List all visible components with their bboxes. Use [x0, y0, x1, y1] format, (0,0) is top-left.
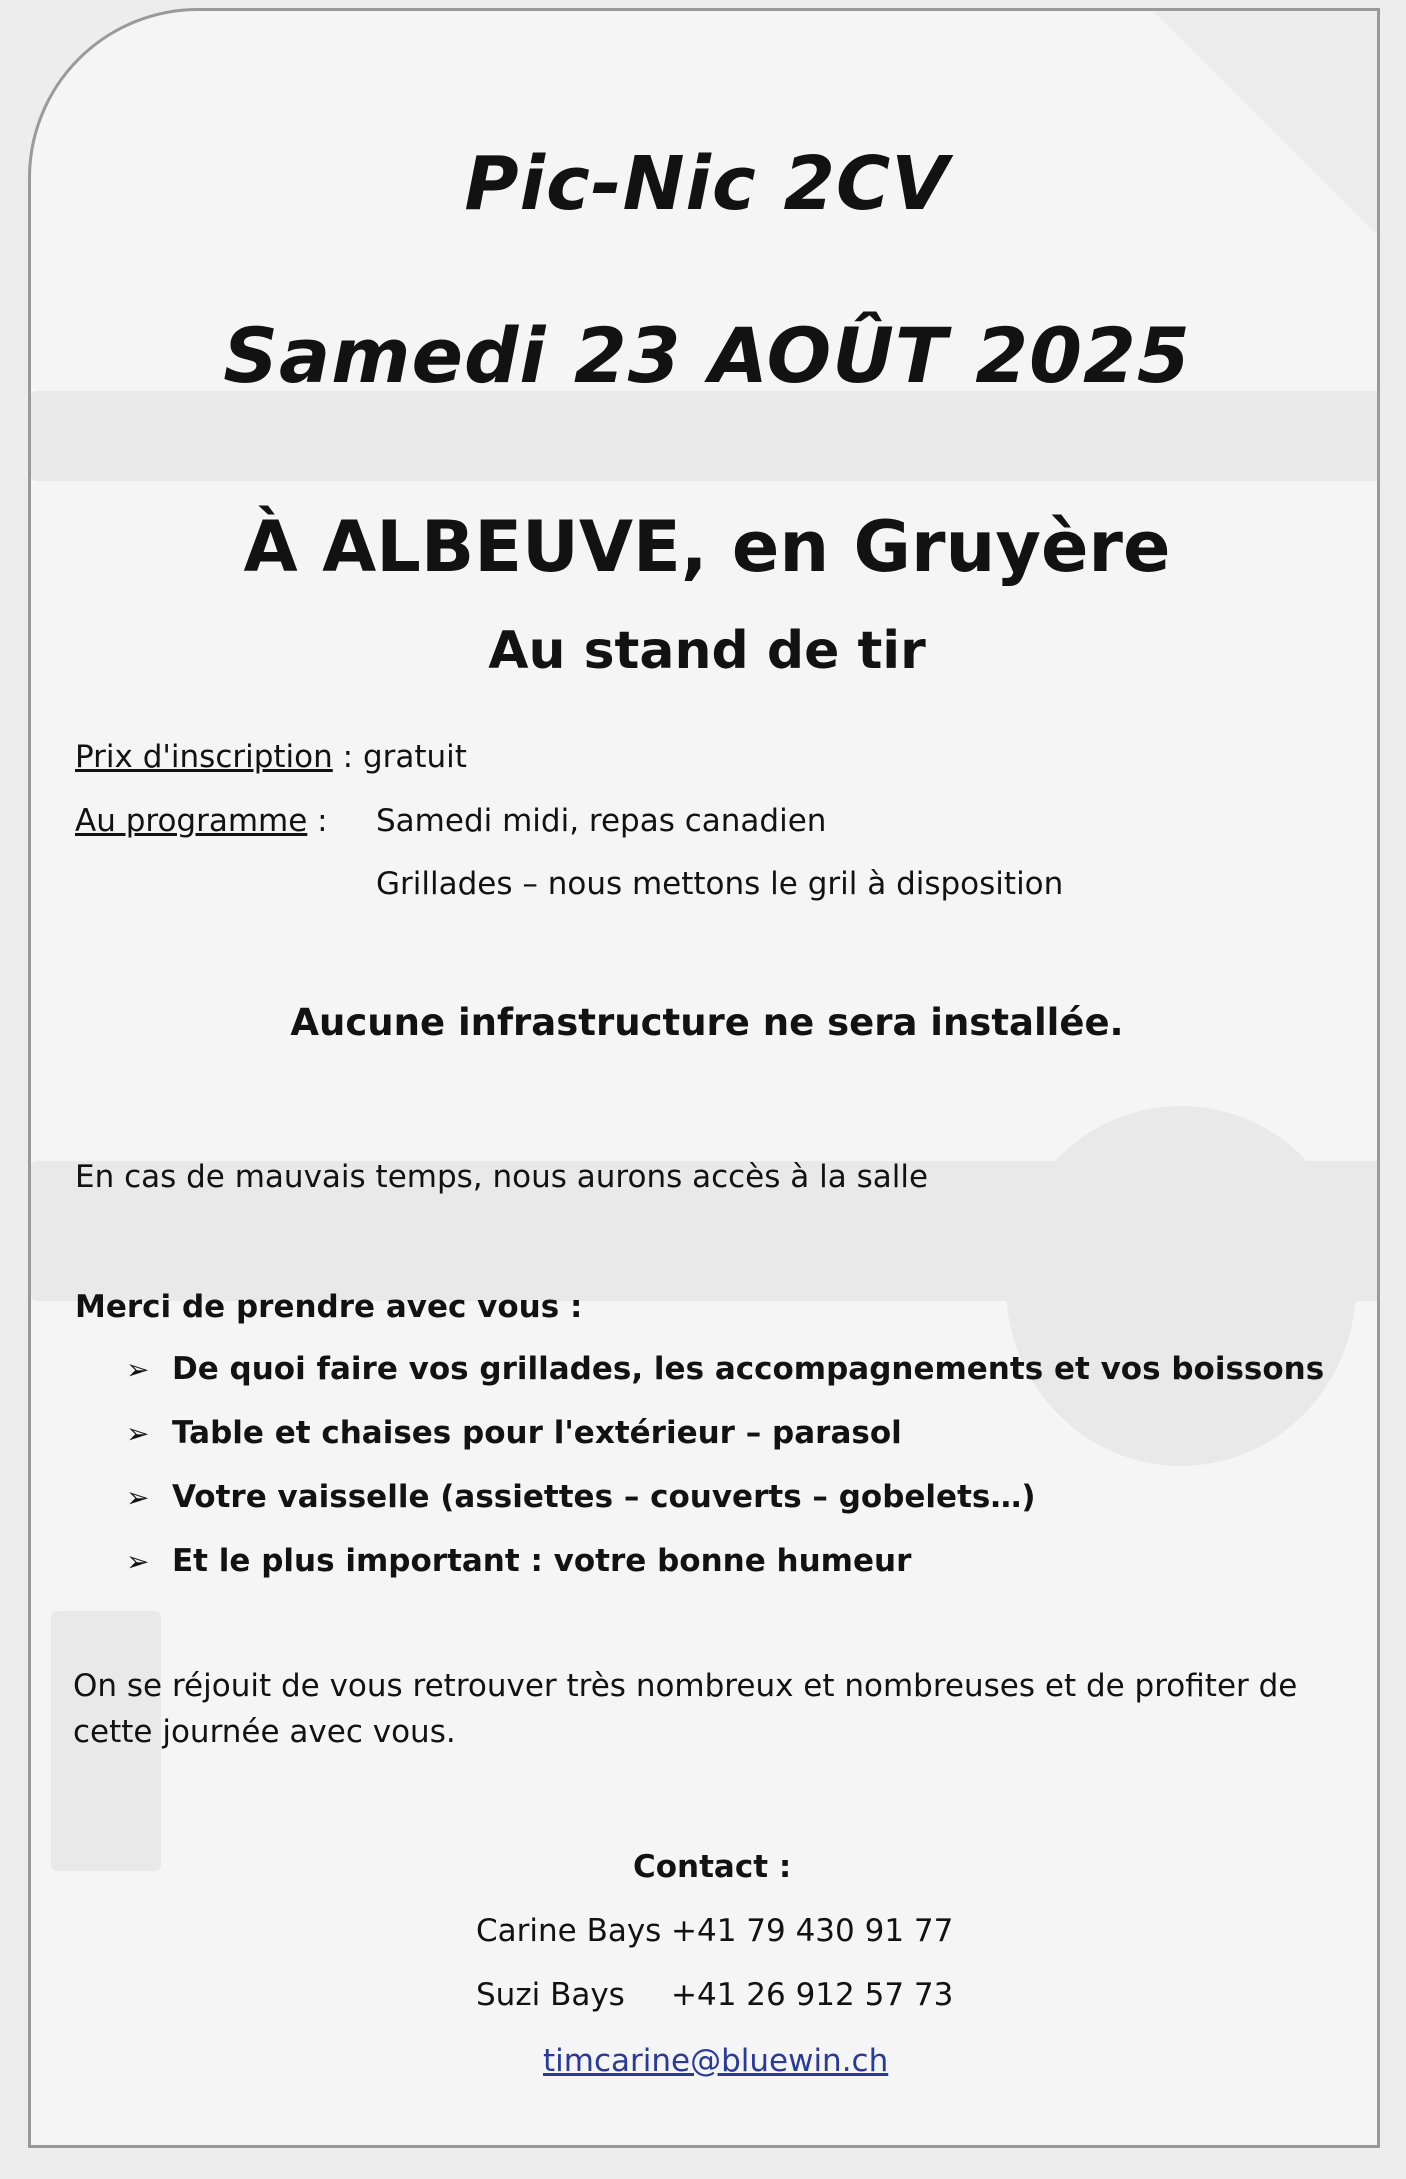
- event-date: Samedi 23 AOÛT 2025: [223, 311, 1191, 400]
- bring-item: [126, 1415, 902, 1451]
- closing-message: On se réjouit de vous retrouver très nombreux et nombreuses et de profiter de cette journée avec vous.: [73, 1668, 1298, 1750]
- bring-item-text: Votre vaisselle (assiettes – couverts – gobelets…): [172, 1479, 1036, 1515]
- contact-phone: +41 79 430 91 77: [671, 1913, 954, 1949]
- program-line-1: Samedi midi, repas canadien: [376, 803, 827, 839]
- fee-line: [75, 739, 467, 775]
- bring-item: [126, 1479, 1036, 1515]
- event-title: Pic-Nic 2CV: [464, 141, 950, 227]
- arrow-bullet-icon: ➢: [126, 1417, 150, 1450]
- bring-item: [126, 1543, 911, 1579]
- background-circle: [1006, 1106, 1356, 1466]
- event-venue: Au stand de tir: [488, 621, 926, 681]
- background-band: [31, 391, 1380, 481]
- program-label: Au programme: [75, 803, 308, 839]
- program-label-line: [75, 803, 328, 839]
- arrow-bullet-icon: ➢: [126, 1481, 150, 1514]
- fee-value: gratuit: [362, 739, 467, 775]
- contact-heading: Contact :: [633, 1849, 792, 1885]
- arrow-bullet-icon: ➢: [126, 1545, 150, 1578]
- bring-item-text: De quoi faire vos grillades, les accompagnements et vos boissons: [172, 1351, 1325, 1387]
- program-separator: :: [317, 803, 328, 839]
- bring-item-text: Table et chaises pour l'extérieur – parasol: [172, 1415, 902, 1451]
- bring-heading: Merci de prendre avec vous :: [75, 1289, 583, 1325]
- contact-email-link[interactable]: timcarine@bluewin.ch: [543, 2043, 889, 2079]
- fee-separator: :: [342, 739, 354, 775]
- contact-phone: +41 26 912 57 73: [671, 1977, 954, 2013]
- event-location: À ALBEUVE, en Gruyère: [243, 506, 1171, 588]
- fee-label: Prix d'inscription: [75, 739, 333, 775]
- contact-name: Suzi Bays: [476, 1977, 625, 2013]
- poster-sheet: [28, 8, 1380, 2148]
- bring-item: [126, 1351, 1324, 1387]
- bring-item-text: Et le plus important : votre bonne humeur: [172, 1543, 912, 1579]
- weather-note: En cas de mauvais temps, nous aurons accès à la salle: [75, 1159, 929, 1195]
- arrow-bullet-icon: ➢: [126, 1353, 150, 1386]
- infrastructure-notice: Aucune infrastructure ne sera installée.: [290, 1001, 1124, 1044]
- program-line-2: Grillades – nous mettons le gril à disposition: [376, 866, 1064, 902]
- contact-name: Carine Bays: [476, 1913, 662, 1949]
